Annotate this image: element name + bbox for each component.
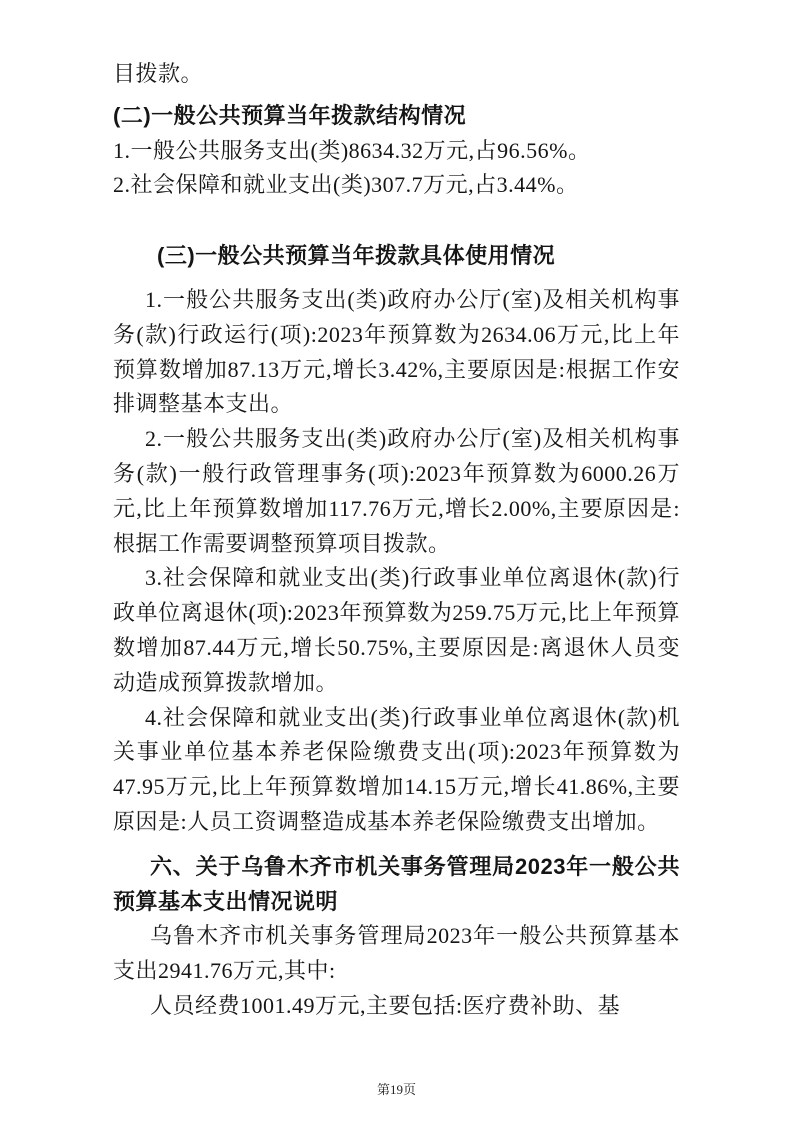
usage-paragraph-1: 1.一般公共服务支出(类)政府办公厅(室)及相关机构事务(款)行政运行(项):2023年预算数为2634.06万元,比上年预算数增加87.13万元,增长3.42%,主要原因是:根据工作安排调整基本支出。 xyxy=(113,286,680,417)
usage-paragraph-2: 2.一般公共服务支出(类)政府办公厅(室)及相关机构事务(款)一般行政管理事务(项):2023年预算数为6000.26万元,比上年预算数增加117.76万元,增长2.00%,主要原因是:根据工作需要调整预算项目拨款。 xyxy=(113,426,680,556)
usage-paragraph-3: 3.社会保障和就业支出(类)行政事业单位离退休(款)行政单位离退休(项):2023年预算数为259.75万元,比上年预算数增加87.44万元,增长50.75%,主要原因是:离退休人员变动造成预算拨款增加。 xyxy=(113,565,680,695)
heading-section-3-allocation-usage: (三)一般公共预算当年拨款具体使用情况 xyxy=(157,243,556,269)
document-body xyxy=(113,57,680,1024)
structure-item-1: 1.一般公共服务支出(类)8634.32万元,占96.56%。 xyxy=(113,137,591,163)
page-number: 第19页 xyxy=(376,1082,416,1097)
heading-section-2-allocation-structure: (二)一般公共预算当年拨款结构情况 xyxy=(113,102,467,128)
heading-part-6-basic-expenditure: 六、关于乌鲁木齐市机关事务管理局2023年一般公共预算基本支出情况说明 xyxy=(113,853,680,914)
structure-item-2: 2.社会保障和就业支出(类)307.7万元,占3.44%。 xyxy=(113,172,579,198)
personnel-expense-paragraph: 人员经费1001.49万元,主要包括:医疗费补助、基 xyxy=(150,992,621,1018)
basic-expenditure-total-paragraph: 乌鲁木齐市机关事务管理局2023年一般公共预算基本支出2941.76万元,其中: xyxy=(113,923,680,984)
usage-paragraph-4: 4.社会保障和就业支出(类)行政事业单位离退休(款)机关事业单位基本养老保险缴费支出(项):2023年预算数为47.95万元,比上年预算数增加14.15万元,增长41.86%,主要原因是:人员工资调整造成基本养老保险缴费支出增加。 xyxy=(113,704,680,834)
paragraph-continuation: 目拨款。 xyxy=(113,61,204,86)
